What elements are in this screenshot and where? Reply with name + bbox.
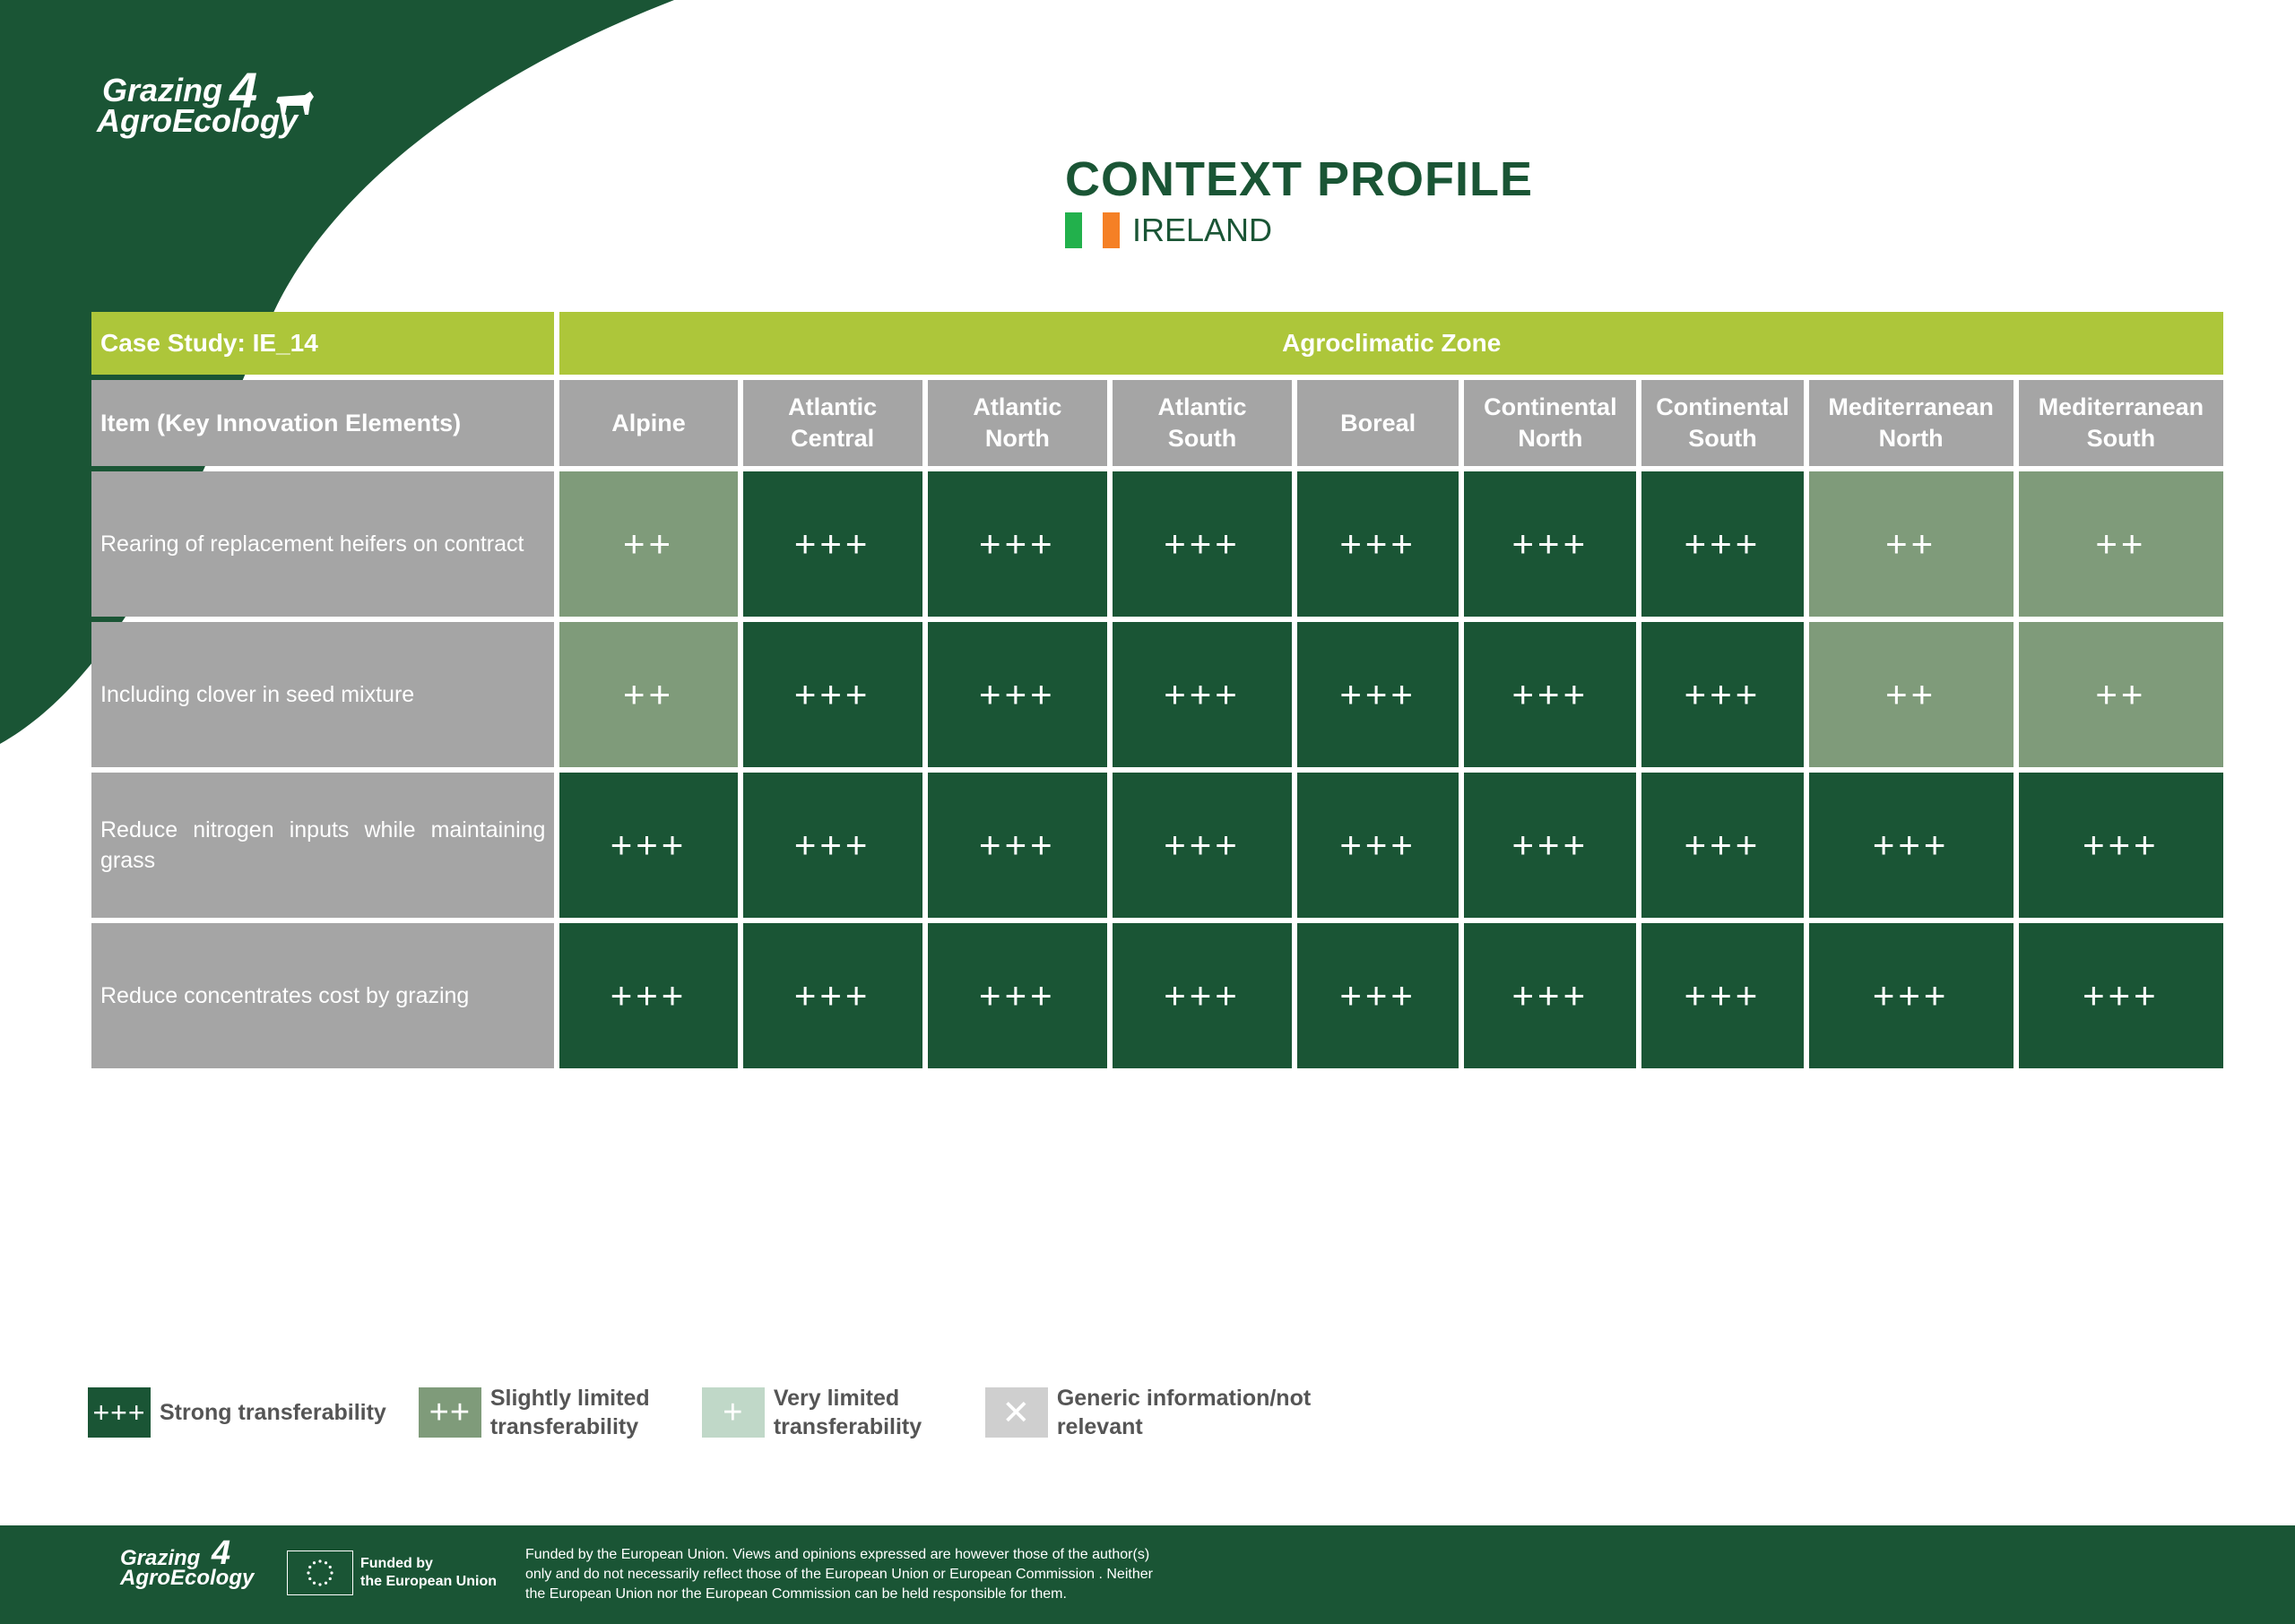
transferability-cell: ++ [559, 622, 737, 767]
transferability-cell: +++ [928, 622, 1107, 767]
transferability-cell: ++ [2019, 622, 2223, 767]
disclaimer [525, 1545, 1243, 1604]
footer-logo-numeral: 4 [212, 1534, 231, 1572]
legend-label: Very limited transferability [773, 1386, 922, 1439]
transferability-cell: +++ [743, 471, 922, 617]
zone-title: Agroclimatic Zone [559, 312, 2223, 375]
zone-header-line: South [2086, 425, 2156, 452]
zone-header-line: Atlantic [973, 393, 1062, 420]
zone-header [1641, 380, 1803, 466]
transferability-cell: ++ [1809, 622, 2014, 767]
footer [0, 1525, 2295, 1624]
footer-logo [120, 1534, 255, 1590]
transferability-cell: +++ [1641, 471, 1803, 617]
ireland-flag-icon [1065, 212, 1120, 248]
transferability-cell: +++ [1297, 471, 1459, 617]
transferability-cell: +++ [1809, 923, 2014, 1068]
zone-header-line: South [1167, 425, 1237, 452]
transferability-cell: +++ [1809, 773, 2014, 918]
transferability-cell: +++ [1297, 773, 1459, 918]
zone-header [1464, 380, 1636, 466]
transferability-cell: +++ [1113, 622, 1292, 767]
legend-item [88, 1387, 386, 1438]
transferability-cell: ++ [2019, 471, 2223, 617]
table-row [91, 773, 2223, 918]
logo-line2: AgroEcology [97, 102, 299, 139]
legend-label: Strong transferability [160, 1400, 386, 1425]
innovation-item: Reduce concentrates cost by grazing [91, 923, 554, 1068]
transferability-cell: +++ [1641, 622, 1803, 767]
eu-text-line1: Funded by [360, 1556, 433, 1571]
item-header: Item (Key Innovation Elements) [91, 380, 554, 466]
legend-swatch: ++ [419, 1387, 481, 1438]
disclaimer-line: Funded by the European Union. Views and opinions expressed are however those of the author(s) [525, 1547, 1150, 1562]
transferability-cell: +++ [928, 923, 1107, 1068]
transferability-cell: +++ [1464, 773, 1636, 918]
table-row [91, 471, 2223, 617]
transferability-cell: +++ [559, 773, 737, 918]
country-row [1065, 212, 1533, 249]
zone-header-line: Continental [1656, 393, 1789, 420]
transferability-cell: +++ [1464, 471, 1636, 617]
disclaimer-line: only and do not necessarily reflect those of the European Union or European Commission . Neither [525, 1567, 1153, 1582]
transferability-cell: +++ [928, 773, 1107, 918]
zone-header-line: North [1878, 425, 1944, 452]
transferability-cell: +++ [1641, 923, 1803, 1068]
zone-header-line: Boreal [1340, 409, 1416, 436]
logo-numeral: 4 [230, 62, 258, 118]
table-row [91, 622, 2223, 767]
transferability-cell: +++ [743, 773, 922, 918]
zone-header [1297, 380, 1459, 466]
eu-text-line2: the European Union [360, 1574, 497, 1589]
zone-header-line: Alpine [611, 409, 686, 436]
zone-header [928, 380, 1107, 466]
footer-logo-line2: AgroEcology [120, 1566, 255, 1590]
transferability-cell: +++ [2019, 773, 2223, 918]
cow-icon [274, 88, 316, 120]
country-name: IRELAND [1132, 212, 1273, 248]
grazing4agroecology-logo [97, 62, 299, 139]
transferability-cell: +++ [743, 622, 922, 767]
page-title: CONTEXT PROFILE [1065, 152, 1534, 206]
eu-flag-icon [287, 1551, 353, 1595]
transferability-cell: +++ [1113, 471, 1292, 617]
table-row [91, 923, 2223, 1068]
transferability-cell: +++ [1464, 923, 1636, 1068]
zone-header-line: Mediterranean [1828, 393, 1994, 420]
innovation-item: Rearing of replacement heifers on contract [91, 471, 554, 617]
transferability-cell: +++ [559, 923, 737, 1068]
legend-label: Slightly limited transferability [489, 1386, 650, 1439]
table-top-row [91, 312, 2223, 375]
zone-header-line: North [1518, 425, 1583, 452]
legend [88, 1384, 1376, 1441]
transferability-cell: ++ [559, 471, 737, 617]
zone-header-line: North [984, 425, 1050, 452]
page-header [1065, 152, 1533, 249]
footer-logo-line1: Grazing [120, 1546, 201, 1570]
disclaimer-line: the European Union nor the European Commission can be held responsible for them. [525, 1586, 1067, 1602]
legend-swatch: +++ [88, 1387, 151, 1438]
transferability-cell: +++ [1297, 923, 1459, 1068]
innovation-item: Including clover in seed mixture [91, 622, 554, 767]
table-header-row [91, 380, 2223, 466]
zone-header-line: South [1688, 425, 1757, 452]
legend-swatch: ✕ [985, 1387, 1048, 1438]
case-study-label: Case Study: IE_14 [91, 312, 554, 375]
transferability-cell: +++ [2019, 923, 2223, 1068]
transferability-cell: +++ [1464, 622, 1636, 767]
zone-header-line: Atlantic [1157, 393, 1247, 420]
zone-header-line: Mediterranean [2038, 393, 2204, 420]
transferability-table [86, 307, 2229, 1074]
legend-label: Generic information/not relevant [1056, 1386, 1312, 1439]
zone-header-line: Central [791, 425, 875, 452]
zone-header-line: Atlantic [788, 393, 878, 420]
transferability-cell: +++ [743, 923, 922, 1068]
transferability-cell: +++ [1641, 773, 1803, 918]
zone-header [559, 380, 737, 466]
legend-item [985, 1384, 1344, 1441]
legend-item [702, 1384, 953, 1441]
zone-header-line: Continental [1484, 393, 1617, 420]
legend-swatch: + [702, 1387, 765, 1438]
transferability-cell: +++ [1297, 622, 1459, 767]
zone-header [743, 380, 922, 466]
zone-header [1113, 380, 1292, 466]
innovation-item: Reduce nitrogen inputs while maintaining grass [91, 773, 554, 918]
transferability-cell: +++ [928, 471, 1107, 617]
transferability-cell: ++ [1809, 471, 2014, 617]
eu-funding-badge [287, 1551, 497, 1595]
zone-header [2019, 380, 2223, 466]
legend-item [419, 1384, 670, 1441]
zone-header [1809, 380, 2014, 466]
transferability-cell: +++ [1113, 923, 1292, 1068]
logo-line1: Grazing [102, 72, 223, 108]
transferability-cell: +++ [1113, 773, 1292, 918]
